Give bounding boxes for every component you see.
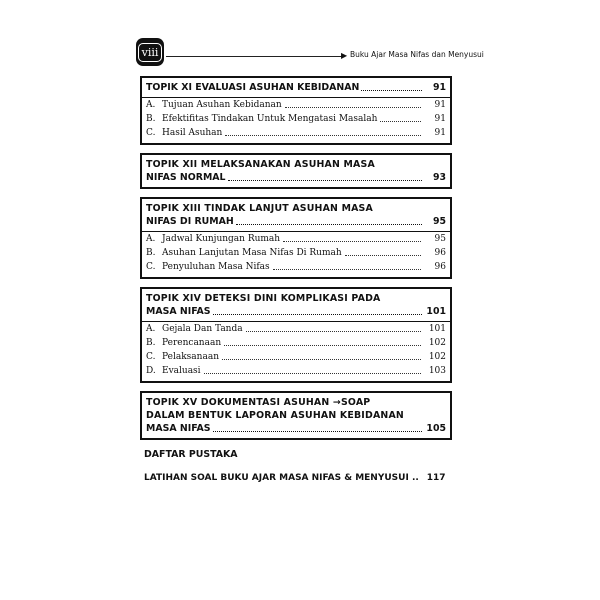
subsection-list: [142, 321, 450, 378]
subsection-row: [146, 260, 446, 274]
dot-leader: [236, 224, 422, 225]
topic-title-line: DALAM BENTUK LAPORAN ASUHAN KEBIDANAN: [146, 410, 404, 421]
topic-heading-row: [146, 171, 446, 184]
dot-leader: [213, 314, 422, 315]
dot-leader: [361, 90, 422, 91]
dot-leader: [228, 180, 422, 181]
toc-topic: [140, 197, 452, 279]
topic-title-line: MASA NIFAS: [146, 423, 211, 434]
subsection-row: [146, 232, 446, 246]
dot-leader: [285, 107, 421, 108]
topic-heading-row: [146, 305, 446, 318]
subsection-row: [146, 98, 446, 112]
dot-leader: [204, 373, 421, 374]
topic-heading-row: [146, 81, 446, 94]
latihan-page-number: 117: [426, 473, 446, 483]
subsection-row: [146, 322, 446, 336]
toc-topic: [140, 287, 452, 383]
dot-leader: [345, 255, 421, 256]
subsection-title: Tujuan Asuhan Kebidanan: [162, 100, 282, 110]
toc-topic: [140, 153, 452, 189]
dot-leader: [246, 331, 421, 332]
header-rule: [166, 56, 344, 57]
subsection-letter: A.: [146, 234, 156, 244]
subsection-letter: B.: [146, 248, 156, 258]
topic-title-line: TOPIK XV DOKUMENTASI ASUHAN →SOAP: [146, 397, 371, 408]
subsection-page-number: 102: [428, 352, 446, 362]
topic-page-number: 93: [432, 172, 446, 183]
topic-heading-row: [146, 422, 446, 435]
topic-page-number: 105: [426, 423, 446, 434]
topic-page-number: 95: [432, 216, 446, 227]
subsection-row: [146, 350, 446, 364]
topic-title-line: NIFAS DI RUMAH: [146, 216, 234, 227]
subsection-list: [142, 231, 450, 274]
daftar-pustaka-heading: DAFTAR PUSTAKA: [144, 449, 238, 460]
subsection-page-number: 101: [428, 324, 446, 334]
dot-leader: [225, 135, 421, 136]
toc-topic: [140, 391, 452, 440]
topic-title-line: MASA NIFAS: [146, 306, 211, 317]
arrow-icon: ▶: [341, 51, 348, 60]
subsection-page-number: 96: [434, 262, 446, 272]
subsection-letter: A.: [146, 100, 156, 110]
running-header: [136, 38, 484, 68]
subsection-title: Penyuluhan Masa Nifas: [162, 262, 270, 272]
subsection-page-number: 91: [434, 100, 446, 110]
subsection-title: Asuhan Lanjutan Masa Nifas Di Rumah: [162, 248, 342, 258]
subsection-title: Pelaksanaan: [162, 352, 219, 362]
topic-title-line: TOPIK XI EVALUASI ASUHAN KEBIDANAN: [146, 82, 360, 93]
subsection-page-number: 102: [428, 338, 446, 348]
dot-leader: [283, 241, 421, 242]
table-of-contents: [140, 76, 452, 483]
topic-page-number: 101: [426, 306, 446, 317]
dot-leader: [224, 345, 421, 346]
topic-heading-row: [146, 215, 446, 228]
subsection-row: [146, 112, 446, 126]
subsection-row: [146, 336, 446, 350]
subsection-letter: C.: [146, 352, 156, 362]
dot-leader: [380, 121, 421, 122]
subsection-letter: B.: [146, 114, 156, 124]
topic-title-line: NIFAS NORMAL: [146, 172, 226, 183]
subsection-title: Perencanaan: [162, 338, 222, 348]
page-number-badge: [136, 38, 164, 66]
subsection-title: Hasil Asuhan: [162, 128, 223, 138]
page-number: viii: [138, 43, 163, 62]
toc-topic: [140, 76, 452, 145]
topic-page-number: 91: [432, 82, 446, 93]
subsection-page-number: 91: [434, 128, 446, 138]
subsection-title: Gejala Dan Tanda: [162, 324, 243, 334]
subsection-page-number: 95: [434, 234, 446, 244]
topic-title-line: TOPIK XIV DETEKSI DINI KOMPLIKASI PADA: [146, 293, 381, 304]
subsection-row: [146, 126, 446, 140]
subsection-page-number: 96: [434, 248, 446, 258]
subsection-title: Evaluasi: [162, 366, 201, 376]
subsection-letter: C.: [146, 128, 156, 138]
latihan-row: [144, 473, 452, 483]
subsection-letter: C.: [146, 262, 156, 272]
subsection-row: [146, 364, 446, 378]
subsection-page-number: 91: [434, 114, 446, 124]
dot-leader: [222, 359, 421, 360]
topic-title-line: TOPIK XII MELAKSANAKAN ASUHAN MASA: [146, 159, 375, 170]
subsection-list: [142, 97, 450, 140]
subsection-letter: D.: [146, 366, 156, 376]
topic-title-line: TOPIK XIII TINDAK LANJUT ASUHAN MASA: [146, 203, 373, 214]
latihan-title: LATIHAN SOAL BUKU AJAR MASA NIFAS & MENYUSUI ..: [144, 473, 419, 483]
subsection-page-number: 103: [428, 366, 446, 376]
dot-leader: [273, 269, 421, 270]
subsection-title: Jadwal Kunjungan Rumah: [162, 234, 281, 244]
subsection-letter: B.: [146, 338, 156, 348]
subsection-letter: A.: [146, 324, 156, 334]
book-title: Buku Ajar Masa Nifas dan Menyusui: [350, 50, 484, 59]
subsection-title: Efektifitas Tindakan Untuk Mengatasi Masalah: [162, 114, 378, 124]
dot-leader: [213, 431, 422, 432]
subsection-row: [146, 246, 446, 260]
